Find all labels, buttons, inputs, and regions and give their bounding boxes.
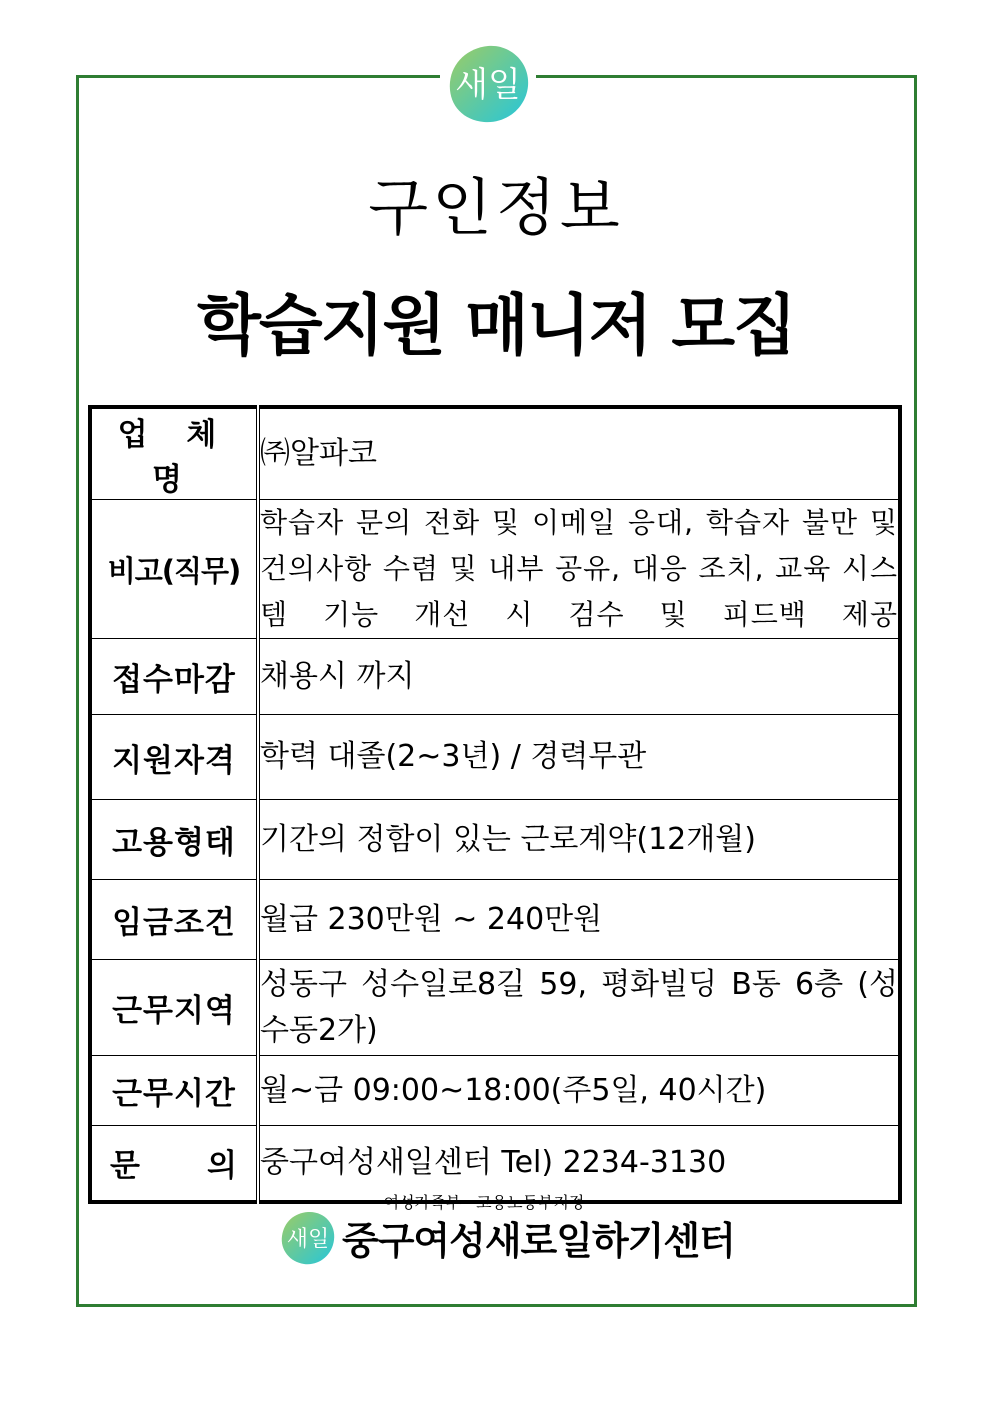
page-title: 구인정보 [368,171,624,244]
row-value-deadline: 채용시 까지 [258,639,900,715]
table-row [90,880,900,960]
table-row [90,715,900,800]
page-subtitle: 학습지원 매니저 모집 [197,287,795,364]
row-label-employment: 고용형태 [90,800,258,880]
logo-text: 새일 [455,65,521,105]
row-value-salary: 월급 230만원 ~ 240만원 [258,880,900,960]
row-label-company: 업 체 명 [90,407,258,500]
footer-logo-text: 새일 [286,1227,330,1252]
table-row [90,407,900,500]
row-label-duty: 비고(직무) [90,500,258,639]
row-label-hours: 근무시간 [90,1056,258,1126]
row-value-duty: 학습자 문의 전화 및 이메일 응대, 학습자 불만 및 건의사항 수렴 및 내부 공유, 대응 조치, 교육 시스템 기능 개선 시 검수 및 피드백 제공 [258,500,900,639]
row-value-contact: 중구여성새일센터 Tel) 2234-3130 [260,1144,727,1180]
table-row [90,960,900,1056]
row-value-employment: 기간의 정함이 있는 근로계약(12개월) [258,800,900,880]
row-label-contact: 문 의 [90,1126,258,1202]
saeil-logo [440,40,536,130]
row-value-company: ㈜알파코 [258,407,900,500]
row-label-location: 근무지역 [90,960,258,1056]
footer-designation-text: 여성가족부 · 고용노동부지정 [383,1193,585,1212]
table-row [90,800,900,880]
footer-center-name: 중구여성새로일하기센터 [342,1219,735,1263]
table-row [90,639,900,715]
row-value-hours: 월~금 09:00~18:00(주5일, 40시간) [258,1056,900,1126]
row-value-location: 성동구 성수일로8길 59, 평화빌딩 B동 6층 (성수동2가) [258,960,900,1056]
job-info-table [88,405,902,1204]
row-label-deadline: 접수마감 [90,639,258,715]
table-row [90,500,900,639]
row-label-qualification: 지원자격 [90,715,258,800]
row-label-salary: 임금조건 [90,880,258,960]
table-row [90,1056,900,1126]
row-value-qualification: 학력 대졸(2~3년) / 경력무관 [258,715,900,800]
